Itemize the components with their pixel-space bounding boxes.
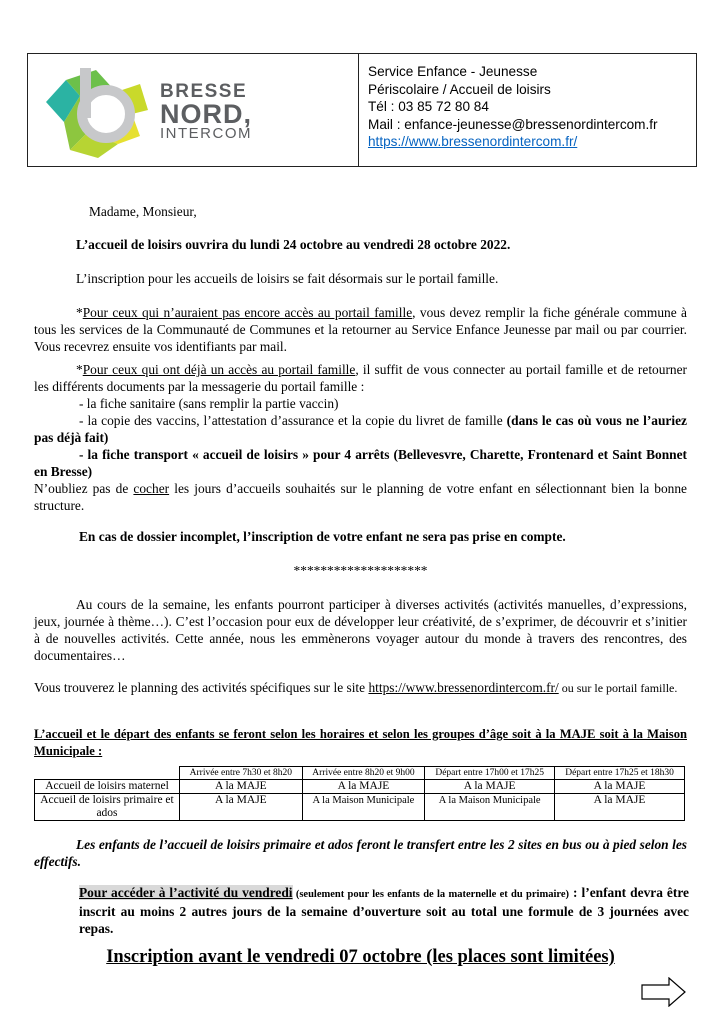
table-header: Arrivée entre 7h30 et 8h20	[180, 767, 303, 780]
activities-paragraph: Au cours de la semaine, les enfants pourront participer à diverses activités (activités manuelles, d’expressions, jeux, journée à thème…). C’est l’occasion pour eux de développer leur créativité, de s’exprimer, de découvrir et s’initier à de nouvelles activités. Cette année, nous les emmènerons voyager autour du monde à travers des rencontres, des documentaires…	[34, 597, 687, 663]
table-cell: A la MAJE	[180, 794, 303, 821]
contact-periscolaire: Périscolaire / Accueil de loisirs	[368, 81, 551, 97]
schedule-table	[34, 766, 685, 821]
friday-underlined: Pour accéder à l’activité du vendredi	[79, 885, 293, 900]
salutation: Madame, Monsieur,	[89, 204, 197, 219]
planning-paragraph: Vous trouverez le planning des activités spécifiques sur le site https://www.bressenordintercom.fr/ ou sur le portail famille.	[34, 680, 678, 695]
website-link[interactable]: https://www.bressenordintercom.fr/	[368, 134, 578, 149]
friday-paragraph: Pour accéder à l’activité du vendredi (seulement pour les enfants de la maternelle et du primaire) : l’enfant devra être inscrit au moins 2 autres jours de la semaine d’ouverture soit au total une formule de 3 journées avec repas.	[79, 885, 689, 936]
reminder-paragraph: N’oubliez pas de cocher les jours d’accueils souhaités sur le planning de votre enfant en sélectionnant bien la bonne structure.	[34, 481, 687, 513]
schedule-heading: L’accueil et le départ des enfants se feront selon les horaires et selon les groupes d’âge soit à la MAJE soit à la Maison Municipale :	[34, 727, 687, 758]
opening-dates: L’accueil de loisirs ouvrira du lundi 24 octobre au vendredi 28 octobre 2022.	[76, 237, 511, 252]
table-cell: A la MAJE	[425, 780, 555, 794]
table-cell: A la MAJE	[180, 780, 303, 794]
arrow-right-icon	[641, 977, 687, 1007]
no-access-underlined: Pour ceux qui n’auraient pas encore accès au portail famille	[82, 305, 413, 320]
list-item-transport: - la fiche transport « accueil de loisirs » pour 4 arrêts (Bellevesvre, Charette, Frontenard et Saint Bonnet en Bresse)	[34, 447, 687, 479]
no-access-paragraph: *Pour ceux qui n’auraient pas encore accès au portail famille, vous devez remplir la fiche générale commune à tous les services de la Communauté de Communes et la retourner au Service Enfance Jeunesse par mail ou par courrier. Vous recevrez ensuite vos identifiants par mail.	[34, 305, 687, 354]
list-item-vaccins: - la copie des vaccins, l’attestation d’assurance et la copie du livret de famille (dans le cas où vous ne l’auriez pas déjà fait)	[34, 413, 687, 445]
deadline-banner: Inscription avant le vendredi 07 octobre (les places sont limitées)	[106, 947, 615, 967]
row-label: Accueil de loisirs primaire et ados	[35, 794, 180, 821]
table-cell: A la MAJE	[555, 794, 685, 821]
logo-line-3: INTERCOM	[160, 125, 252, 142]
table-cell: A la MAJE	[302, 780, 425, 794]
contact-block	[368, 63, 658, 151]
bresse-nord-logo-icon	[36, 62, 154, 158]
table-row	[35, 794, 685, 821]
logo-line-1: BRESSE	[160, 81, 248, 102]
contact-mail: Mail : enfance-jeunesse@bressenordintercom.fr	[368, 116, 658, 132]
contact-phone: Tél : 03 85 72 80 84	[368, 99, 489, 114]
logo-line-2: NORD,	[160, 99, 253, 129]
logo-cell	[28, 54, 359, 166]
table-header: Départ entre 17h25 et 18h30	[555, 767, 685, 780]
incomplete-warning: En cas de dossier incomplet, l’inscription de votre enfant ne sera pas prise en compte.	[79, 529, 566, 544]
separator: ********************	[293, 563, 428, 578]
table-header: Arrivée entre 8h20 et 9h00	[302, 767, 425, 780]
portal-notice: L’inscription pour les accueils de loisirs se fait désormais sur le portail famille.	[76, 271, 499, 286]
access-underlined: Pour ceux qui ont déjà un accès au portail famille	[82, 362, 356, 377]
logo-wordmark	[160, 82, 252, 142]
table-cell: A la MAJE	[555, 780, 685, 794]
table-header-row	[35, 767, 685, 780]
planning-link[interactable]: https://www.bressenordintercom.fr/	[368, 680, 559, 695]
letterhead	[27, 53, 697, 167]
table-row	[35, 780, 685, 794]
contact-service: Service Enfance - Jeunesse	[368, 64, 538, 79]
access-paragraph: *Pour ceux qui ont déjà un accès au portail famille, il suffit de vous connecter au portail famille et de retourner les différents documents par la messagerie du portail famille :	[34, 362, 687, 394]
list-item-sanitaire: - la fiche sanitaire (sans remplir la partie vaccin)	[79, 396, 339, 411]
table-cell: A la Maison Municipale	[425, 794, 555, 821]
table-header: Départ entre 17h00 et 17h25	[425, 767, 555, 780]
row-label: Accueil de loisirs maternel	[35, 780, 180, 794]
table-cell: A la Maison Municipale	[302, 794, 425, 821]
transfer-notice: Les enfants de l’accueil de loisirs primaire et ados feront le transfert entre les 2 sites en bus ou à pied selon les effectifs.	[34, 837, 687, 869]
